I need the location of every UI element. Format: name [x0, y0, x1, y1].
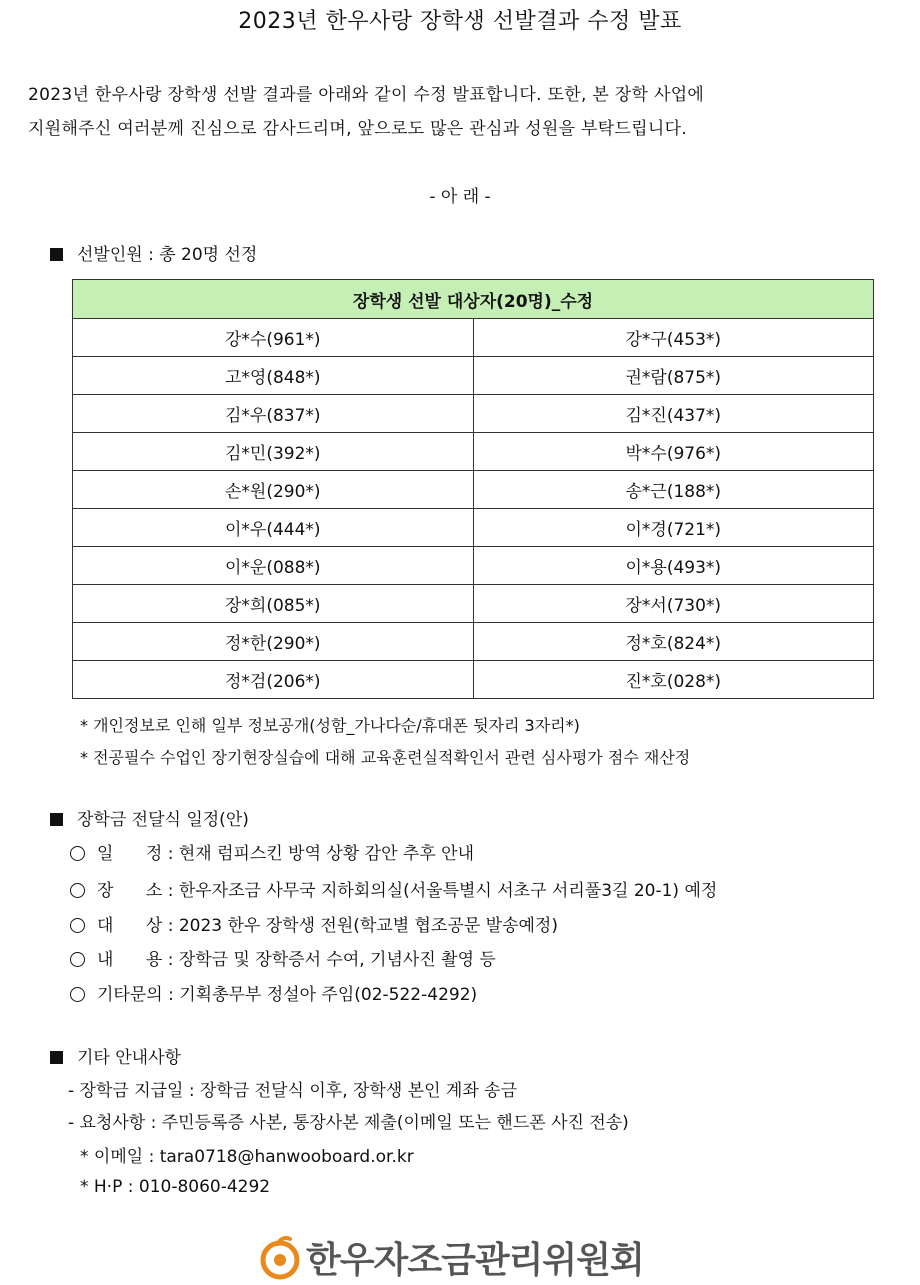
- scholarship-table: [72, 279, 874, 699]
- page-title: 2023년 한우사랑 장학생 선발결과 수정 발표: [238, 9, 682, 34]
- intro-paragraph: [28, 78, 908, 146]
- table-cell: 강*구(453*): [473, 319, 874, 357]
- intro-line-1: 2023년 한우사랑 장학생 선발 결과를 아래와 같이 수정 발표합니다. 또한, 본 장학 사업에: [28, 85, 705, 105]
- table-cell: 김*민(392*): [73, 433, 474, 471]
- ceremony-item-date: [70, 839, 474, 864]
- table-row: [73, 547, 874, 585]
- table-cell: 이*우(444*): [73, 509, 474, 547]
- ceremony-item-label: 일 정: [97, 844, 163, 864]
- ceremony-item-label: 내 용: [97, 950, 163, 970]
- section-selection-heading: [50, 240, 257, 265]
- table-row: [73, 471, 874, 509]
- ceremony-item-value: : 한우자조금 사무국 지하회의실(서울특별시 서초구 서리풀3길 20-1) 예정: [167, 881, 718, 901]
- table-cell: 진*호(028*): [473, 661, 874, 699]
- circle-bullet-icon: [70, 846, 85, 861]
- ceremony-item-label: 기타문의: [97, 985, 163, 1005]
- table-cell: 고*영(848*): [73, 357, 474, 395]
- hanwoo-logo-icon: [258, 1236, 302, 1280]
- intro-line-2: 지원해주신 여러분께 진심으로 감사드리며, 앞으로도 많은 관심과 성원을 부탁드립니다.: [28, 119, 688, 139]
- table-row: [73, 623, 874, 661]
- section-ceremony-heading: [50, 805, 249, 830]
- ceremony-item-contact: [70, 980, 477, 1005]
- circle-bullet-icon: [70, 918, 85, 933]
- ceremony-item-place: [70, 876, 717, 901]
- table-row: [73, 661, 874, 699]
- table-cell: 정*한(290*): [73, 623, 474, 661]
- ceremony-item-label: 대 상: [97, 916, 163, 936]
- ceremony-item-label: 장 소: [97, 881, 163, 901]
- table-row: [73, 433, 874, 471]
- other-line-phone: * H·P : 010-8060-4292: [80, 1177, 271, 1197]
- ceremony-item-value: : 장학금 및 장학증서 수여, 기념사진 촬영 등: [167, 950, 496, 970]
- table-cell: 이*용(493*): [473, 547, 874, 585]
- table-cell: 장*희(085*): [73, 585, 474, 623]
- other-line-request: - 요청사항 : 주민등록증 사본, 통장사본 제출(이메일 또는 핸드폰 사진 전송): [68, 1113, 629, 1133]
- section-other-heading-text: 기타 안내사항: [77, 1048, 181, 1068]
- table-cell: 정*검(206*): [73, 661, 474, 699]
- square-bullet-icon: [50, 1051, 63, 1064]
- table-row: [73, 319, 874, 357]
- organization-name: 한우자조금관리위원회: [306, 1240, 644, 1281]
- circle-bullet-icon: [70, 952, 85, 967]
- note-rescoring: * 전공필수 수업인 장기현장실습에 대해 교육훈련실적확인서 관련 심사평가 점수 재산정: [80, 748, 691, 767]
- table-cell: 박*수(976*): [473, 433, 874, 471]
- table-cell: 이*경(721*): [473, 509, 874, 547]
- section-other-heading: [50, 1043, 181, 1068]
- circle-bullet-icon: [70, 987, 85, 1002]
- other-line-email: * 이메일 : tara0718@hanwooboard.or.kr: [80, 1147, 414, 1167]
- table-cell: 이*운(088*): [73, 547, 474, 585]
- section-ceremony-heading-text: 장학금 전달식 일정(안): [77, 810, 249, 830]
- ceremony-item-value: : 기획총무부 정설아 주임(02-522-4292): [168, 985, 478, 1005]
- table-row: [73, 585, 874, 623]
- table-cell: 김*우(837*): [73, 395, 474, 433]
- table-row: [73, 357, 874, 395]
- table-row: [73, 509, 874, 547]
- section-selection-heading-text: 선발인원 : 총 20명 선정: [77, 245, 258, 265]
- table-row: [73, 395, 874, 433]
- table-cell: 권*람(875*): [473, 357, 874, 395]
- circle-bullet-icon: [70, 883, 85, 898]
- below-marker: - 아 래 -: [429, 187, 491, 207]
- ceremony-item-content: [70, 945, 496, 970]
- organization-logo: [258, 1232, 644, 1282]
- scholarship-table-header: 장학생 선발 대상자(20명)_수정: [73, 280, 874, 319]
- table-cell: 정*호(824*): [473, 623, 874, 661]
- square-bullet-icon: [50, 248, 63, 261]
- square-bullet-icon: [50, 813, 63, 826]
- table-cell: 강*수(961*): [73, 319, 474, 357]
- table-cell: 장*서(730*): [473, 585, 874, 623]
- ceremony-item-target: [70, 911, 558, 936]
- ceremony-item-value: : 2023 한우 장학생 전원(학교별 협조공문 발송예정): [167, 916, 558, 936]
- ceremony-item-value: : 현재 럼피스킨 방역 상황 감안 추후 안내: [167, 844, 474, 864]
- table-cell: 송*근(188*): [473, 471, 874, 509]
- table-cell: 손*원(290*): [73, 471, 474, 509]
- table-cell: 김*진(437*): [473, 395, 874, 433]
- note-privacy: * 개인정보로 인해 일부 정보공개(성함_가나다순/휴대폰 뒷자리 3자리*): [80, 716, 580, 735]
- other-line-payment: - 장학금 지급일 : 장학금 전달식 이후, 장학생 본인 계좌 송금: [68, 1081, 518, 1101]
